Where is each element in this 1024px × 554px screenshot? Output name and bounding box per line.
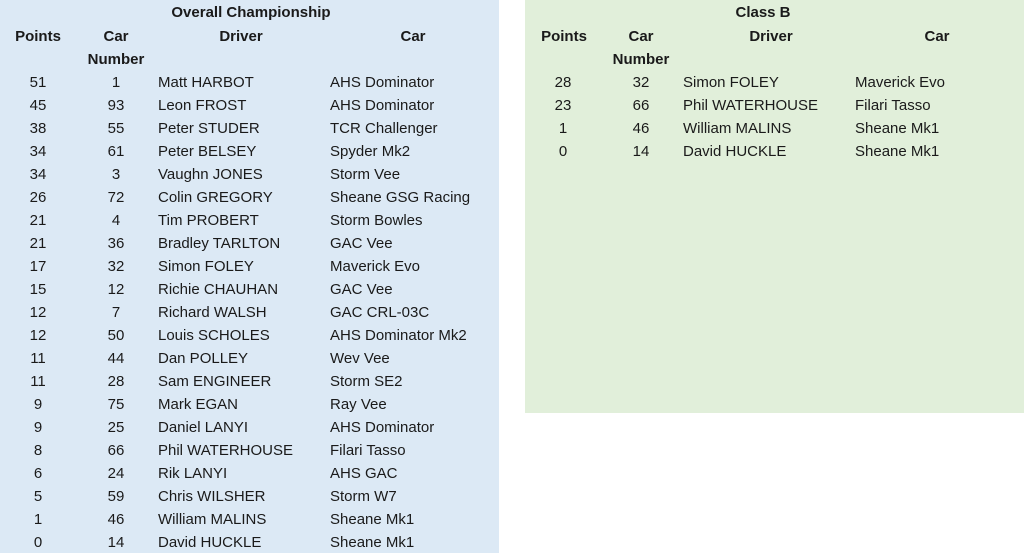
car-cell: GAC Vee <box>330 235 393 252</box>
driver-cell: William MALINS <box>158 511 267 528</box>
car-number-cell: 28 <box>107 373 125 390</box>
points-cell: 38 <box>29 120 47 137</box>
table-row <box>0 140 499 163</box>
points-cell: 0 <box>33 534 43 551</box>
table-row <box>0 186 499 209</box>
driver-cell: David HUCKLE <box>158 534 262 551</box>
car-number-cell: 61 <box>107 143 125 160</box>
points-cell: 17 <box>29 258 47 275</box>
car-number-cell: 3 <box>111 166 121 183</box>
car-number-cell: 25 <box>107 419 125 436</box>
table-row <box>0 278 499 301</box>
car-cell: Maverick Evo <box>855 74 946 91</box>
table-row <box>0 531 499 554</box>
table-row <box>0 347 499 370</box>
driver-cell: Richie CHAUHAN <box>158 281 279 298</box>
driver-cell: Chris WILSHER <box>158 488 266 505</box>
car-cell: Ray Vee <box>330 396 387 413</box>
car-cell: Wev Vee <box>330 350 390 367</box>
points-cell: 23 <box>554 97 572 114</box>
car-number-cell: 72 <box>107 189 125 206</box>
driver-cell: Sam ENGINEER <box>158 373 272 390</box>
car-number-cell: 24 <box>107 465 125 482</box>
table-row <box>0 508 499 531</box>
car-cell: Storm SE2 <box>330 373 403 390</box>
car-number-cell: 50 <box>107 327 125 344</box>
class-b-rows <box>525 71 1024 163</box>
driver-cell: Louis SCHOLES <box>158 327 270 344</box>
table-row <box>0 71 499 94</box>
points-cell: 11 <box>30 350 46 367</box>
overall-championship-title: Overall Championship <box>171 4 331 21</box>
class-b-header-car: Car <box>924 28 950 45</box>
car-number-cell: 1 <box>111 74 121 91</box>
points-cell: 34 <box>29 166 47 183</box>
points-cell: 12 <box>29 327 47 344</box>
car-number-cell: 55 <box>107 120 125 137</box>
car-cell: Storm Vee <box>330 166 401 183</box>
table-row <box>0 324 499 347</box>
table-row <box>0 255 499 278</box>
points-cell: 1 <box>558 120 568 137</box>
car-number-cell: 7 <box>111 304 121 321</box>
table-row <box>525 140 1024 163</box>
points-cell: 9 <box>33 396 43 413</box>
table-row <box>0 232 499 255</box>
class-b-header-car-number: Car Number <box>612 28 670 68</box>
overall-header-points: Points <box>15 28 61 45</box>
table-row <box>0 163 499 186</box>
car-number-cell: 44 <box>107 350 125 367</box>
points-cell: 1 <box>33 511 43 528</box>
car-number-cell: 32 <box>107 258 125 275</box>
points-cell: 51 <box>29 74 47 91</box>
table-row <box>0 439 499 462</box>
points-cell: 34 <box>29 143 47 160</box>
car-number-cell: 14 <box>632 143 650 160</box>
overall-rows <box>0 71 499 554</box>
car-number-cell: 4 <box>111 212 121 229</box>
car-cell: AHS Dominator <box>330 419 435 436</box>
table-row <box>0 462 499 485</box>
driver-cell: Dan POLLEY <box>158 350 249 367</box>
car-cell: AHS Dominator <box>330 74 435 91</box>
points-cell: 11 <box>30 373 46 390</box>
car-cell: Filari Tasso <box>855 97 931 114</box>
car-cell: Sheane Mk1 <box>855 143 940 160</box>
car-number-cell: 46 <box>632 120 650 137</box>
car-cell: Spyder Mk2 <box>330 143 411 160</box>
table-row <box>0 301 499 324</box>
class-b-header-driver: Driver <box>749 28 793 45</box>
car-cell: GAC CRL-03C <box>330 304 430 321</box>
driver-cell: Peter BELSEY <box>158 143 257 160</box>
table-row <box>525 71 1024 94</box>
driver-cell: Bradley TARLTON <box>158 235 281 252</box>
driver-cell: Richard WALSH <box>158 304 267 321</box>
points-cell: 26 <box>29 189 47 206</box>
car-number-cell: 66 <box>632 97 650 114</box>
points-cell: 21 <box>29 212 47 229</box>
car-number-cell: 66 <box>107 442 125 459</box>
car-cell: AHS Dominator Mk2 <box>330 327 467 344</box>
car-cell: Sheane GSG Racing <box>330 189 471 206</box>
car-number-cell: 75 <box>107 396 125 413</box>
driver-cell: Colin GREGORY <box>158 189 273 206</box>
table-row <box>0 416 499 439</box>
car-cell: Sheane Mk1 <box>330 534 415 551</box>
overall-championship-table <box>0 0 499 553</box>
driver-cell: Simon FOLEY <box>158 258 254 275</box>
class-b-title: Class B <box>735 4 791 21</box>
driver-cell: Rik LANYI <box>158 465 228 482</box>
overall-header-driver: Driver <box>219 28 263 45</box>
car-cell: GAC Vee <box>330 281 393 298</box>
table-row <box>0 117 499 140</box>
table-row <box>525 94 1024 117</box>
driver-cell: Matt HARBOT <box>158 74 254 91</box>
points-cell: 0 <box>558 143 568 160</box>
driver-cell: Peter STUDER <box>158 120 260 137</box>
points-cell: 12 <box>29 304 47 321</box>
points-cell: 21 <box>29 235 47 252</box>
class-b-header-points: Points <box>541 28 587 45</box>
points-cell: 5 <box>33 488 43 505</box>
points-cell: 8 <box>33 442 43 459</box>
car-cell: Storm W7 <box>330 488 397 505</box>
car-cell: AHS GAC <box>330 465 398 482</box>
car-cell: Maverick Evo <box>330 258 421 275</box>
car-number-cell: 12 <box>107 281 125 298</box>
table-row <box>0 393 499 416</box>
table-row <box>0 94 499 117</box>
driver-cell: David HUCKLE <box>683 143 787 160</box>
driver-cell: Phil WATERHOUSE <box>158 442 294 459</box>
car-cell: Sheane Mk1 <box>330 511 415 528</box>
car-number-cell: 46 <box>107 511 125 528</box>
car-cell: AHS Dominator <box>330 97 435 114</box>
car-number-cell: 14 <box>107 534 125 551</box>
points-cell: 9 <box>33 419 43 436</box>
car-number-cell: 59 <box>107 488 125 505</box>
points-cell: 45 <box>29 97 47 114</box>
table-row <box>525 117 1024 140</box>
driver-cell: Daniel LANYI <box>158 419 249 436</box>
table-row <box>0 209 499 232</box>
class-b-table <box>525 0 1024 413</box>
points-cell: 6 <box>33 465 43 482</box>
driver-cell: Simon FOLEY <box>683 74 779 91</box>
driver-cell: William MALINS <box>683 120 792 137</box>
car-cell: Sheane Mk1 <box>855 120 940 137</box>
overall-header-car: Car <box>400 28 426 45</box>
car-number-cell: 93 <box>107 97 125 114</box>
driver-cell: Tim PROBERT <box>158 212 259 229</box>
car-cell: TCR Challenger <box>330 120 438 137</box>
table-row <box>0 370 499 393</box>
car-cell: Storm Bowles <box>330 212 423 229</box>
table-row <box>0 485 499 508</box>
points-cell: 15 <box>29 281 47 298</box>
driver-cell: Phil WATERHOUSE <box>683 97 819 114</box>
points-cell: 28 <box>554 74 572 91</box>
car-number-cell: 32 <box>632 74 650 91</box>
driver-cell: Leon FROST <box>158 97 247 114</box>
driver-cell: Vaughn JONES <box>158 166 263 183</box>
car-number-cell: 36 <box>107 235 125 252</box>
car-cell: Filari Tasso <box>330 442 406 459</box>
driver-cell: Mark EGAN <box>158 396 239 413</box>
overall-header-car-number: Car Number <box>87 28 145 68</box>
